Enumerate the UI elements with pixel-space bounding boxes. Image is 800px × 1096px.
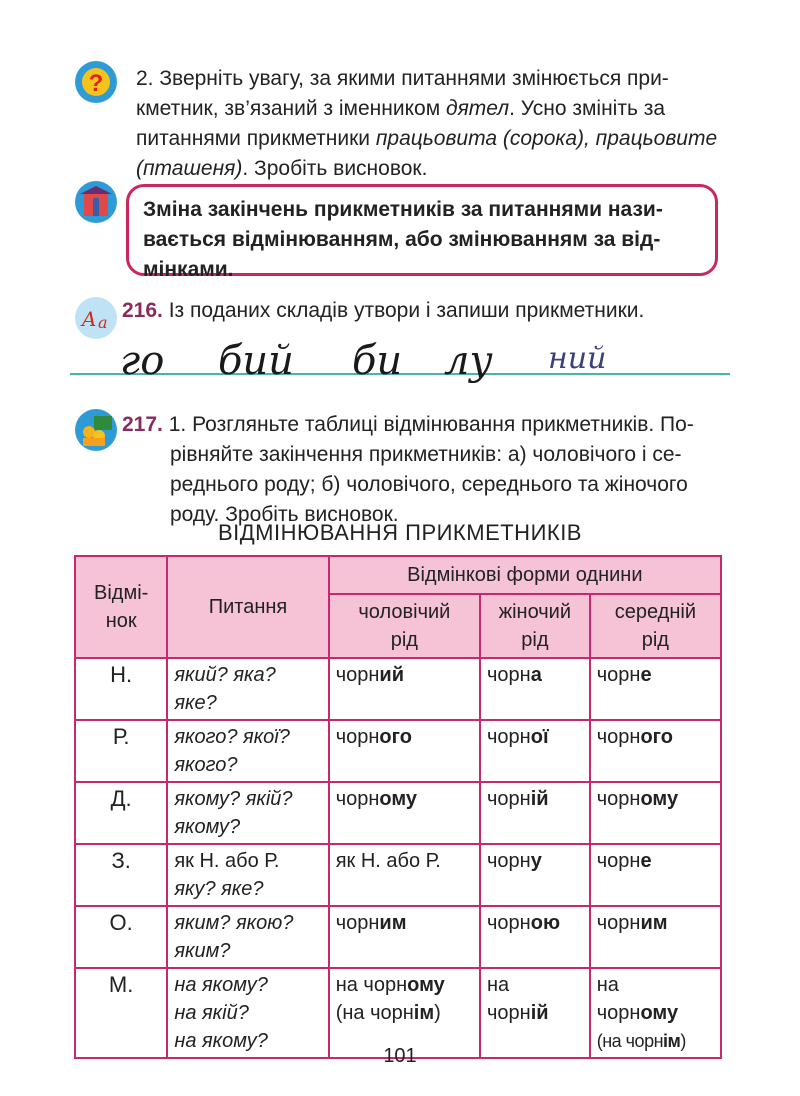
question: який? яка? (174, 664, 276, 686)
text: питаннями прикметники (136, 127, 376, 150)
fem-cell (480, 906, 590, 968)
masc-cell (329, 906, 480, 968)
exercise-number: 217. (122, 413, 163, 436)
case-cell: М. (75, 968, 167, 1058)
table-row (75, 782, 721, 844)
ending: ому (407, 974, 445, 996)
page-number: 101 (383, 1045, 417, 1067)
stem: чорн (596, 1002, 641, 1024)
question-cell (167, 720, 328, 782)
question-cell (167, 844, 328, 906)
text: . Усно змініть за (509, 97, 666, 120)
stem: чорн (487, 850, 531, 872)
stem: чорн (596, 788, 641, 810)
neut-cell (590, 782, 721, 844)
ending: а (530, 664, 542, 686)
fem-cell (480, 844, 590, 906)
task-2-line (136, 154, 736, 184)
syllable: го (120, 338, 165, 384)
rule-box (126, 184, 718, 281)
ending: ому (379, 788, 418, 810)
text: . Зробіть висновок. (242, 157, 428, 180)
table-row (75, 658, 721, 720)
task-2-line (136, 94, 736, 124)
stem: чорн (487, 788, 531, 810)
exercise-number: 216. (122, 299, 163, 322)
syllable: бий (218, 338, 294, 384)
case-cell: Р. (75, 720, 167, 782)
ending: е (640, 664, 652, 686)
paren: ) (680, 1031, 686, 1051)
stem: (на чорн (596, 1031, 664, 1051)
header-masculine: чоловічий рід (329, 594, 480, 658)
task-2-line (136, 124, 736, 154)
adjectives-example: (пташеня) (136, 157, 243, 180)
header-feminine: жіночий рід (480, 594, 590, 658)
fem-cell (480, 782, 590, 844)
table-body (75, 658, 721, 1058)
ending: ою (530, 912, 561, 934)
exercise-text: Із поданих складів утвори і запиши прикметники. (168, 299, 645, 322)
stem: чорн (596, 912, 641, 934)
fem-cell (480, 720, 590, 782)
header-forms: Відмінкові форми однини (329, 556, 721, 594)
table-row (75, 844, 721, 906)
masc-cell (329, 658, 480, 720)
form (336, 999, 473, 1027)
adjectives-example: працьовита (сорока), працьовите (375, 127, 718, 150)
masc-cell (329, 782, 480, 844)
stem: чорн (487, 912, 531, 934)
syllable: лу (444, 338, 493, 384)
ending: ий (379, 664, 404, 686)
handwritten-syllables (70, 330, 730, 410)
question-cell (167, 782, 328, 844)
paren: ) (434, 1002, 441, 1024)
table-header-row (75, 556, 721, 594)
ending: ому (640, 1002, 679, 1024)
text: кметник, зв’язаний з іменником (136, 97, 446, 120)
stem: чорн (487, 664, 531, 686)
question: на якому? (174, 974, 268, 996)
ending: им (379, 912, 407, 934)
text: 1. Розгляньте таблиці відмінювання прикметників. По- (168, 413, 694, 436)
rule-line: вається відмінюванням, або змінюванням за від- (143, 228, 661, 251)
question: як Н. або Р. (174, 850, 280, 872)
question-cell (167, 658, 328, 720)
question: на якому? (174, 1030, 268, 1052)
ending: ім (413, 1002, 435, 1024)
masc-cell (329, 720, 480, 782)
task-2-line: 2. Зверніть увагу, за якими питаннями змінюється при- (136, 67, 669, 90)
exercise-line: рівняйте закінчення прикметників: а) чоловічого і се- (170, 443, 682, 466)
stem: чорн (596, 850, 641, 872)
question-mark-icon (74, 60, 118, 104)
neut-cell (590, 844, 721, 906)
svg-text:?: ? (88, 70, 104, 97)
header-case: Відмі-нок (75, 556, 167, 658)
rule-teacher-icon (74, 180, 118, 224)
masc-cell (329, 844, 480, 906)
task-2-text (136, 64, 736, 184)
stem: чорн (487, 1002, 531, 1024)
question: якому? (174, 816, 241, 838)
ending: им (640, 912, 668, 934)
question: на якій? (174, 1002, 249, 1024)
form (487, 999, 583, 1027)
case-cell: Д. (75, 782, 167, 844)
question-cell (167, 906, 328, 968)
exercise-line (122, 410, 732, 440)
question: яку? яке? (174, 878, 264, 900)
neut-cell (590, 906, 721, 968)
table-title: ВІДМІНЮВАННЯ ПРИКМЕТНИКІВ (218, 520, 582, 545)
preposition: на (596, 974, 619, 996)
neut-cell (590, 658, 721, 720)
exercise-217 (122, 410, 732, 530)
svg-text:a: a (98, 313, 108, 332)
stem: чорн (487, 726, 531, 748)
header-question: Питання (167, 556, 328, 658)
stem: чорн (335, 912, 380, 934)
exercise-line: реднього роду; б) чоловічого, середнього та жіночого (170, 473, 688, 496)
table-row (75, 906, 721, 968)
fem-cell (480, 658, 590, 720)
question: яке? (174, 692, 217, 714)
question: якого? якої? (174, 726, 290, 748)
table-row (75, 720, 721, 782)
case-cell: Н. (75, 658, 167, 720)
group-work-icon (74, 408, 118, 452)
question: якому? якій? (174, 788, 293, 810)
case-cell: О. (75, 906, 167, 968)
form (597, 999, 718, 1027)
syllable: ний (548, 341, 607, 376)
rule-line: мінками. (143, 258, 234, 281)
neut-cell (590, 720, 721, 782)
svg-text:A: A (82, 307, 97, 331)
stem: чорн (596, 726, 641, 748)
stem: (на чорн (335, 1002, 414, 1024)
ending: ім (663, 1031, 681, 1051)
preposition: на (487, 974, 510, 996)
declension-table (74, 555, 722, 1059)
stem: чорн (335, 726, 380, 748)
ending: ого (379, 726, 412, 748)
question: яким? якою? (174, 912, 294, 934)
stem: на чорн (335, 974, 408, 996)
exercise-line: роду. Зробіть висновок. (170, 503, 399, 526)
ending: ій (530, 1002, 549, 1024)
question: якого? (174, 754, 238, 776)
ending: у (530, 850, 542, 872)
question: яким? (174, 940, 231, 962)
syllable: би (352, 338, 403, 384)
exercise-216 (122, 296, 742, 326)
ending: ому (640, 788, 679, 810)
word-dyatel: дятел (445, 97, 510, 120)
ending: ої (530, 726, 549, 748)
stem: чорн (335, 788, 380, 810)
rule-line: Зміна закінчень прикметників за питаннями нази- (143, 198, 663, 221)
form (336, 971, 473, 999)
ending: е (640, 850, 652, 872)
stem: чорн (596, 664, 641, 686)
ending: ій (530, 788, 549, 810)
stem: чорн (335, 664, 380, 686)
header-neuter: середній рід (590, 594, 721, 658)
ending: ого (640, 726, 673, 748)
case-cell: З. (75, 844, 167, 906)
stem: як Н. або Р. (335, 850, 441, 872)
